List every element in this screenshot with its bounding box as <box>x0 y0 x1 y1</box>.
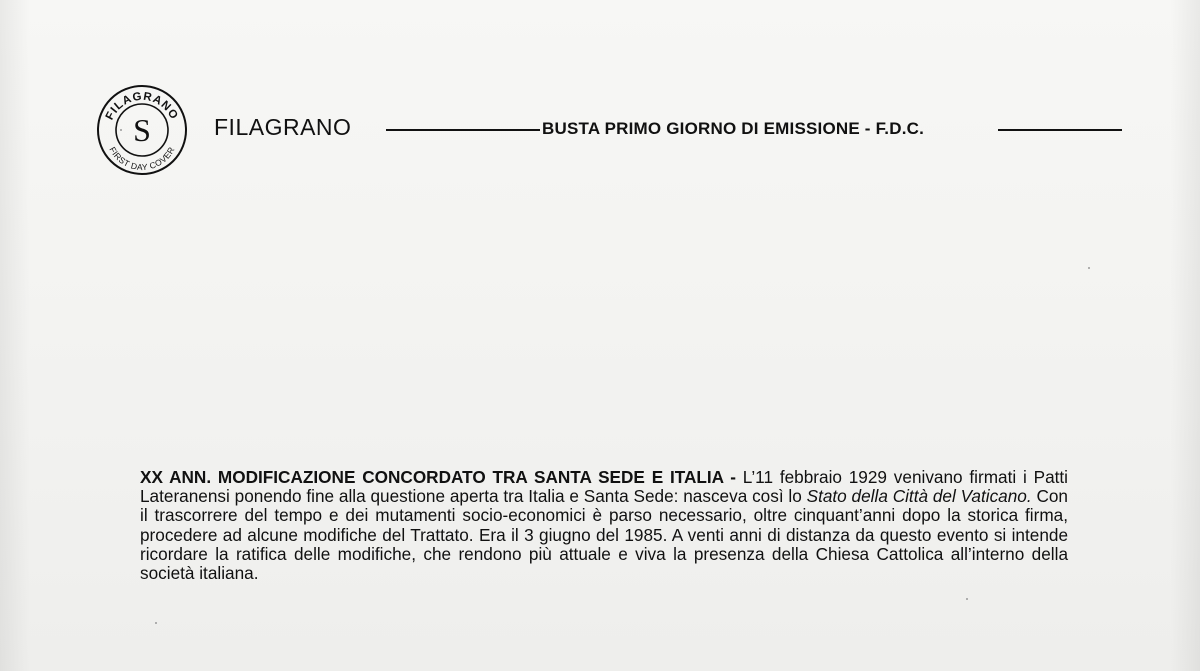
header-title: BUSTA PRIMO GIORNO DI EMISSIONE - F.D.C. <box>542 119 925 138</box>
text-part-2: Con il trascorrere del tempo e dei mutamenti socio-economici è parso necessario, oltre cinquant’anni dopo la storica firma, procedere ad alcune modifiche del Trattato. Era il 3 giugno del 1985. A venti anni di distanza da questo evento si intende ricordare la ratifica delle modifiche, che rendono più attuale e viva la presenza della Chiesa Cattolica all’interno della società italiana. <box>140 486 1068 584</box>
text-italic: Stato della Città del Vaticano. <box>806 486 1032 507</box>
right-edge-shadow <box>1170 0 1200 671</box>
paper-speck <box>966 598 968 600</box>
brand-name: FILAGRANO <box>214 114 352 140</box>
left-edge-shadow <box>0 0 30 671</box>
header-rule-right <box>998 129 1122 131</box>
logo-letter: S <box>133 112 151 148</box>
logo-ring-top-text: FILAGRANO <box>103 90 181 123</box>
paper-speck <box>1088 267 1090 269</box>
header-rule-left <box>386 129 540 131</box>
text-lead: XX ANN. MODIFICAZIONE CONCORDATO TRA SANTA SEDE E ITALIA - <box>140 467 736 487</box>
filagrano-seal-logo <box>96 84 188 176</box>
commemorative-text <box>140 468 1068 583</box>
svg-text:FIRST DAY COVER <box>107 145 176 172</box>
paper-speck <box>120 129 122 131</box>
text-part-1: L’11 febbraio 1929 venivano firmati i Patti Lateranensi ponendo fine alla questione aperta tra Italia e Santa Sede: nasceva così lo <box>140 467 1068 507</box>
logo-ring-bottom-text: FIRST DAY COVER <box>107 145 177 173</box>
paper-speck <box>155 622 157 624</box>
